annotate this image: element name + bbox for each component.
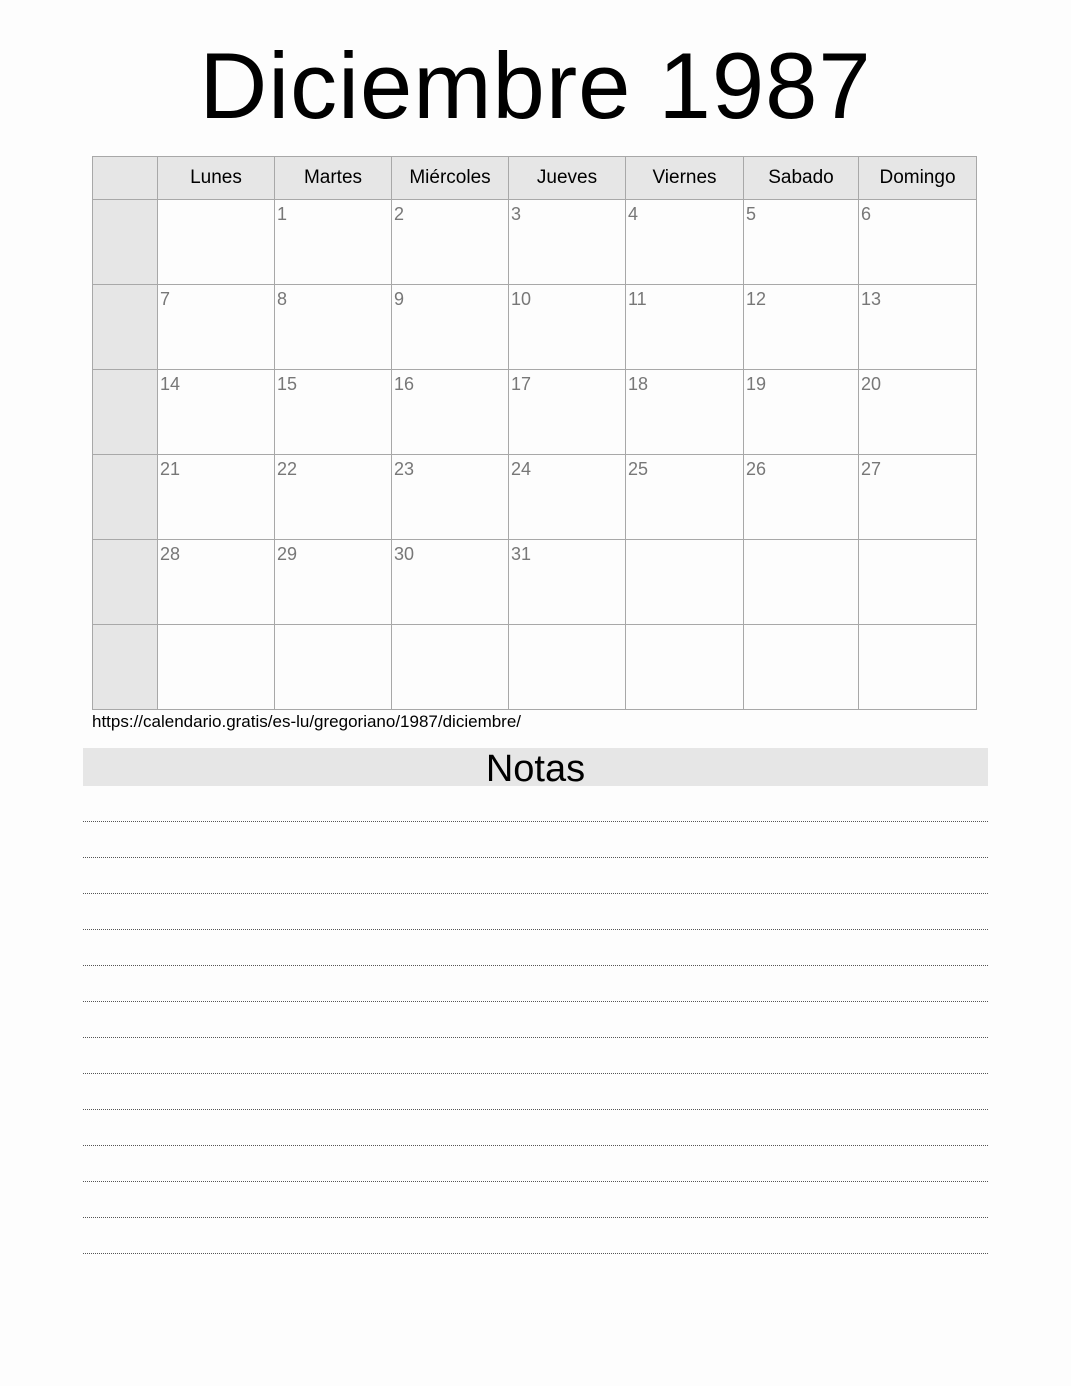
- day-cell: [392, 370, 509, 455]
- weekday-header: Jueves: [509, 157, 626, 200]
- day-number: 12: [746, 289, 767, 309]
- week-number-cell: [93, 455, 158, 540]
- day-number: 5: [746, 204, 757, 224]
- weekday-header: Miércoles: [392, 157, 509, 200]
- weekday-header: Sabado: [744, 157, 859, 200]
- day-number: 21: [160, 459, 181, 479]
- day-number: 2: [394, 204, 405, 224]
- day-cell: [275, 455, 392, 540]
- day-number: [275, 625, 391, 629]
- weekday-header: Lunes: [158, 157, 275, 200]
- day-cell: [275, 370, 392, 455]
- day-cell: [509, 285, 626, 370]
- day-cell: [744, 455, 859, 540]
- day-number: [859, 625, 976, 629]
- calendar-grid: [92, 156, 977, 710]
- day-number: 7: [160, 289, 171, 309]
- day-number: 18: [628, 374, 649, 394]
- day-number: 6: [861, 204, 872, 224]
- note-line: [83, 1218, 988, 1254]
- day-cell: [744, 625, 859, 710]
- day-cell: [509, 200, 626, 285]
- day-number: 16: [394, 374, 415, 394]
- day-cell: [626, 200, 744, 285]
- day-cell: [509, 370, 626, 455]
- source-url: https://calendario.gratis/es-lu/gregoriano/1987/diciembre/: [92, 712, 522, 731]
- week-number-cell: [93, 200, 158, 285]
- day-number: 10: [511, 289, 532, 309]
- day-cell: [626, 455, 744, 540]
- weekday-header-row: [93, 157, 977, 200]
- day-cell: [158, 285, 275, 370]
- calendar-week-row: [93, 285, 977, 370]
- day-number: [158, 625, 274, 629]
- day-cell: [392, 285, 509, 370]
- day-cell: [392, 540, 509, 625]
- note-line: [83, 1074, 988, 1110]
- weekday-header: Viernes: [626, 157, 744, 200]
- day-number: 27: [861, 459, 882, 479]
- day-number: [744, 625, 858, 629]
- note-line: [83, 858, 988, 894]
- day-cell: [626, 285, 744, 370]
- day-cell: [392, 625, 509, 710]
- day-cell: [275, 540, 392, 625]
- note-line: [83, 966, 988, 1002]
- day-number: 30: [394, 544, 415, 564]
- day-cell: [158, 625, 275, 710]
- day-cell: [275, 625, 392, 710]
- notes-lines: [83, 786, 988, 1254]
- day-cell: [392, 455, 509, 540]
- day-number: 4: [628, 204, 639, 224]
- day-number: 23: [394, 459, 415, 479]
- day-number: [744, 540, 858, 544]
- note-line: [83, 1038, 988, 1074]
- day-cell: [509, 455, 626, 540]
- day-number: 20: [861, 374, 882, 394]
- day-cell: [859, 285, 977, 370]
- week-number-cell: [93, 540, 158, 625]
- note-line: [83, 1110, 988, 1146]
- day-number: 15: [277, 374, 298, 394]
- day-number: 8: [277, 289, 288, 309]
- note-line: [83, 822, 988, 858]
- day-number: [859, 540, 976, 544]
- day-cell: [744, 540, 859, 625]
- day-number: 24: [511, 459, 532, 479]
- calendar-week-row: [93, 625, 977, 710]
- calendar-week-row: [93, 370, 977, 455]
- calendar-week-row: [93, 200, 977, 285]
- calendar-week-row: [93, 455, 977, 540]
- week-number-cell: [93, 285, 158, 370]
- day-cell: [158, 200, 275, 285]
- day-cell: [158, 455, 275, 540]
- day-number: 28: [160, 544, 181, 564]
- notes-heading: Notas: [83, 748, 988, 786]
- day-cell: [626, 370, 744, 455]
- day-number: 1: [277, 204, 288, 224]
- day-number: 13: [861, 289, 882, 309]
- day-number: [626, 540, 743, 544]
- day-number: [509, 625, 625, 629]
- day-cell: [859, 370, 977, 455]
- note-line: [83, 1002, 988, 1038]
- day-number: 22: [277, 459, 298, 479]
- day-number: 19: [746, 374, 767, 394]
- day-cell: [744, 200, 859, 285]
- day-number: 11: [628, 289, 647, 309]
- day-cell: [744, 370, 859, 455]
- day-number: 29: [277, 544, 298, 564]
- day-cell: [744, 285, 859, 370]
- day-cell: [859, 540, 977, 625]
- day-number: [392, 625, 508, 629]
- week-number-cell: [93, 625, 158, 710]
- weekday-header: Domingo: [859, 157, 977, 200]
- day-number: 25: [628, 459, 649, 479]
- day-cell: [859, 200, 977, 285]
- day-number: 3: [511, 204, 522, 224]
- note-line: [83, 1182, 988, 1218]
- day-number: 17: [511, 374, 532, 394]
- day-number: [158, 200, 274, 204]
- calendar-week-row: [93, 540, 977, 625]
- day-cell: [859, 455, 977, 540]
- note-line: [83, 786, 988, 822]
- day-cell: [626, 540, 744, 625]
- day-cell: [859, 625, 977, 710]
- day-number: [626, 625, 743, 629]
- day-cell: [392, 200, 509, 285]
- day-cell: [626, 625, 744, 710]
- day-number: 26: [746, 459, 767, 479]
- day-cell: [158, 370, 275, 455]
- week-number-header: [93, 157, 158, 200]
- note-line: [83, 1146, 988, 1182]
- page-title: Diciembre 1987: [199, 33, 872, 138]
- day-cell: [275, 200, 392, 285]
- day-cell: [509, 625, 626, 710]
- day-cell: [158, 540, 275, 625]
- note-line: [83, 930, 988, 966]
- day-number: 9: [394, 289, 405, 309]
- day-cell: [509, 540, 626, 625]
- day-number: 14: [160, 374, 181, 394]
- day-cell: [275, 285, 392, 370]
- note-line: [83, 894, 988, 930]
- week-number-cell: [93, 370, 158, 455]
- day-number: 31: [511, 544, 532, 564]
- weekday-header: Martes: [275, 157, 392, 200]
